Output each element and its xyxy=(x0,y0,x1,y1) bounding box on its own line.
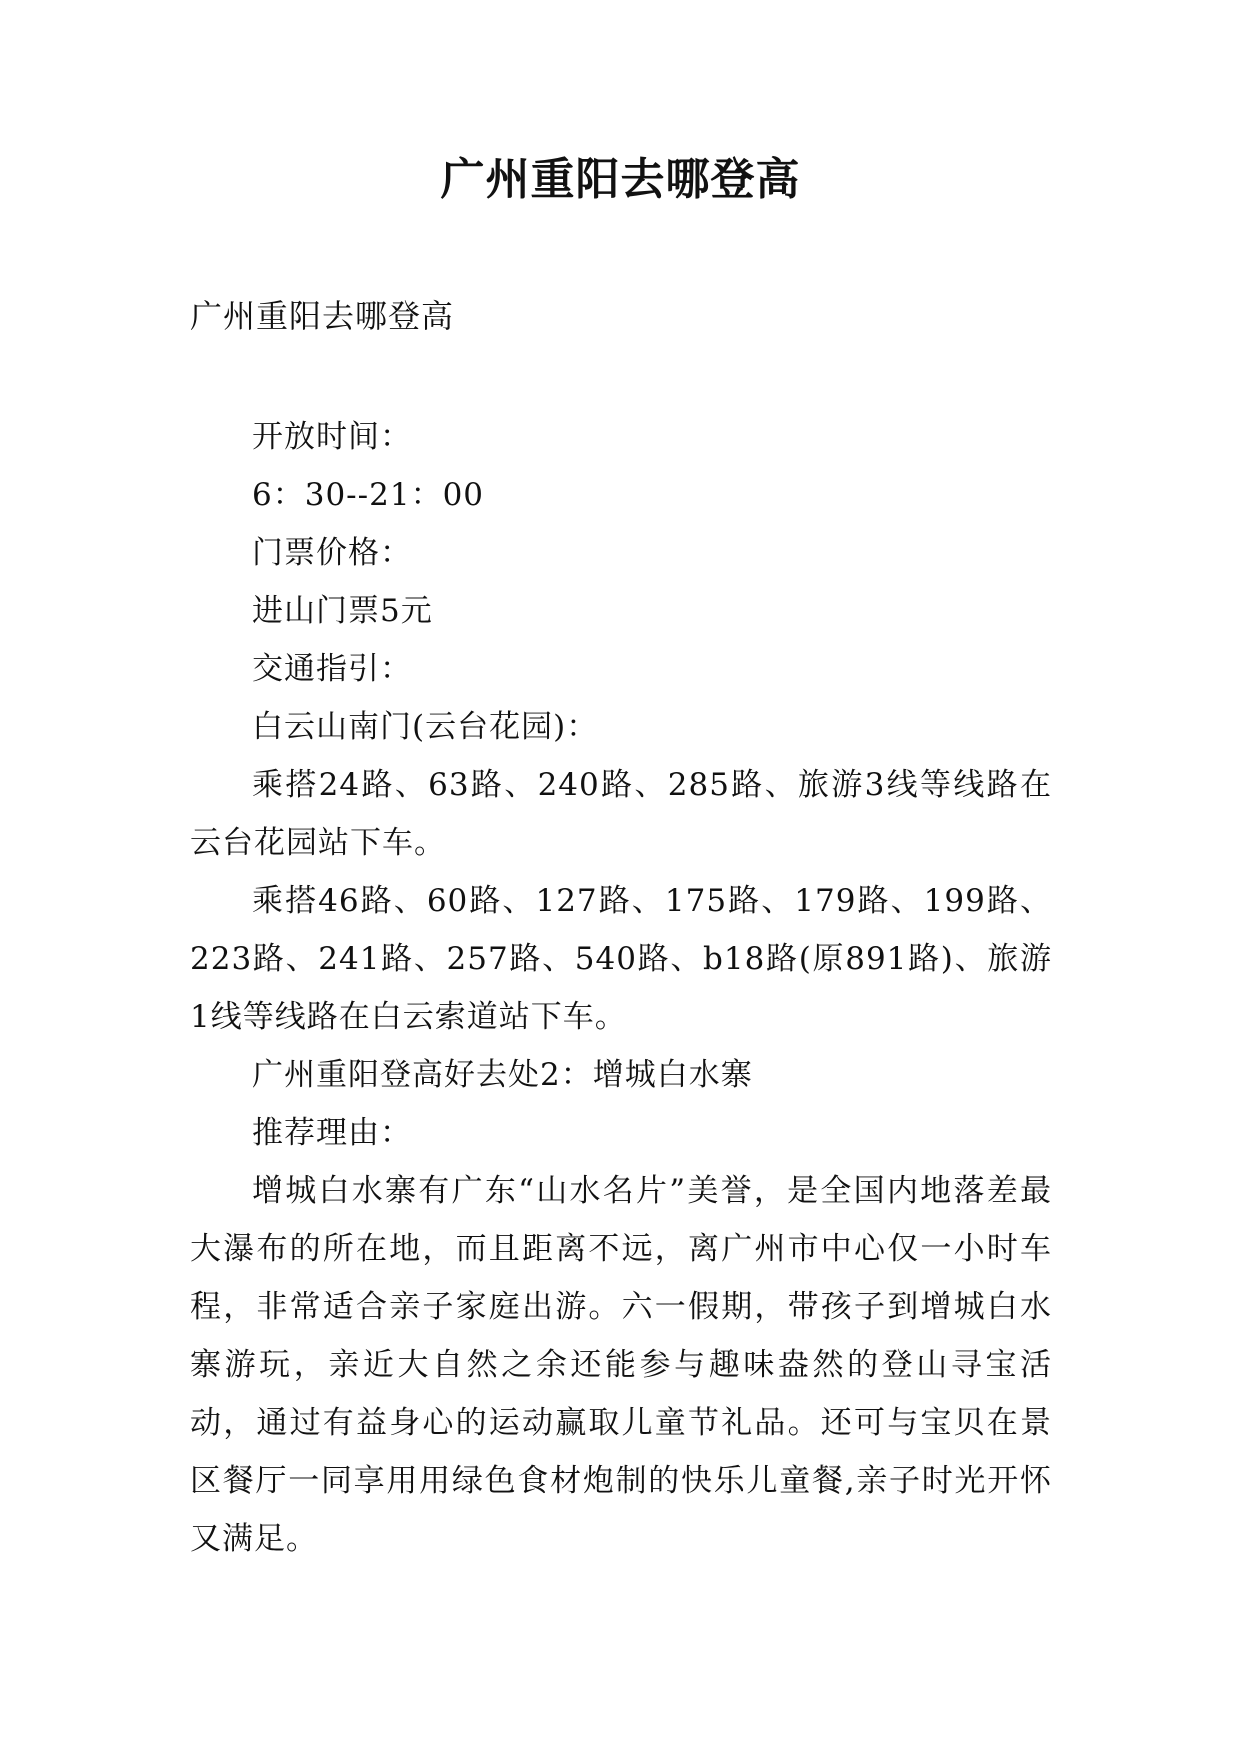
paragraph-destination-2: 广州重阳登高好去处2：增城白水寨 xyxy=(252,1057,753,1093)
document-title: 广州重阳去哪登高 xyxy=(440,154,801,205)
paragraph-south-gate: 白云山南门(云台花园)： xyxy=(252,709,599,745)
paragraph-opening-hours-label: 开放时间： xyxy=(252,419,412,455)
document-body xyxy=(190,408,1052,1568)
paragraph-reason-text: 增城白水寨有广东“山水名片”美誉，是全国内地落差最大瀑布的所在地，而且距离不远，离广州市中心仅一小时车程，非常适合亲子家庭出游。六一假期，带孩子到增城白水寨游玩，亲近大自然之余还能参与趣味盎然的登山寻宝活动，通过有益身心的运动赢取儿童节礼品。还可与宝贝在景区餐厅一同享用用绿色食材炮制的快乐儿童餐,亲子时光开怀又满足。 xyxy=(190,1173,1052,1557)
paragraph-bus-routes-1: 乘搭24路、63路、240路、285路、旅游3线等线路在云台花园站下车。 xyxy=(190,767,1052,861)
paragraph-bus-routes-2: 乘搭46路、60路、127路、175路、179路、199路、223路、241路、257路、540路、b18路(原891路)、旅游1线等线路在白云索道站下车。 xyxy=(190,883,1052,1035)
document-subtitle: 广州重阳去哪登高 xyxy=(190,297,455,335)
paragraph-ticket-label: 门票价格： xyxy=(252,535,412,571)
paragraph-reason-label: 推荐理由： xyxy=(252,1115,412,1151)
paragraph-ticket-value: 进山门票5元 xyxy=(252,593,433,629)
paragraph-opening-hours-value: 6：30--21：00 xyxy=(252,477,485,513)
paragraph-transport-label: 交通指引： xyxy=(252,651,412,687)
